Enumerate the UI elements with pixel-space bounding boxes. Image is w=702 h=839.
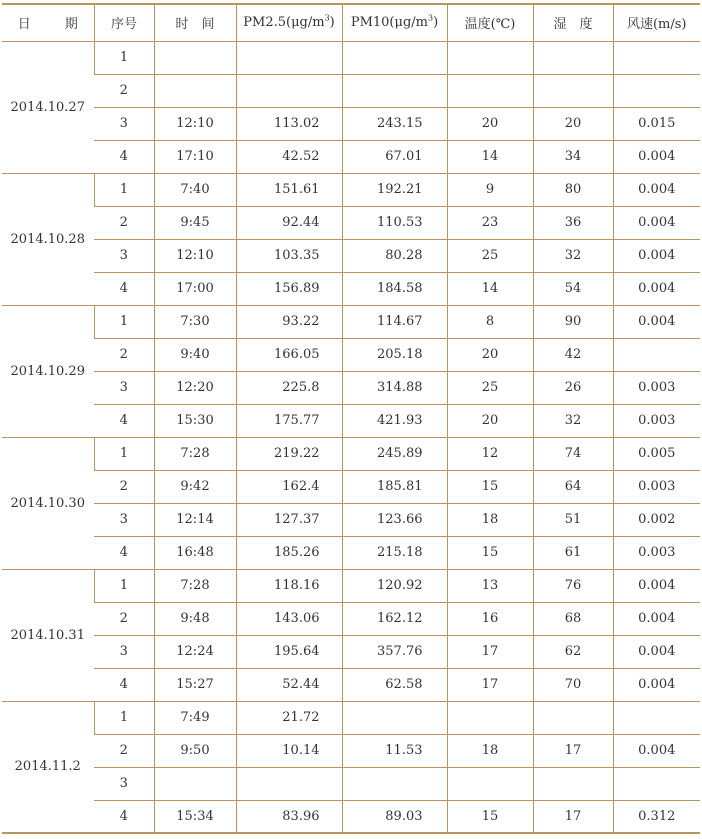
humidity-cell: 17 xyxy=(533,734,613,767)
header-pm10 xyxy=(342,4,447,41)
pm10-cell: 62.58 xyxy=(342,668,447,701)
seq-cell: 2 xyxy=(94,206,154,239)
air-quality-table xyxy=(2,3,700,834)
seq-cell: 3 xyxy=(94,503,154,536)
table-row xyxy=(2,173,700,206)
humidity-cell xyxy=(533,701,613,734)
wind-speed-cell: 0.004 xyxy=(613,140,700,173)
wind-speed-cell: 0.004 xyxy=(613,668,700,701)
pm25-cell: 156.89 xyxy=(236,272,342,305)
humidity-cell: 36 xyxy=(533,206,613,239)
header-wind-speed: 风速(m/s) xyxy=(613,4,700,41)
table-row xyxy=(2,107,700,140)
header-humidity: 湿 度 xyxy=(533,4,613,41)
time-cell: 7:40 xyxy=(154,173,236,206)
time-cell: 9:50 xyxy=(154,734,236,767)
pm10-cell: 162.12 xyxy=(342,602,447,635)
seq-cell: 4 xyxy=(94,404,154,437)
time-cell: 12:24 xyxy=(154,635,236,668)
seq-cell: 4 xyxy=(94,140,154,173)
temperature-cell: 13 xyxy=(447,569,533,602)
pm10-cell: 185.81 xyxy=(342,470,447,503)
table-row xyxy=(2,272,700,305)
pm10-cell: 11.53 xyxy=(342,734,447,767)
seq-cell: 3 xyxy=(94,239,154,272)
pm10-cell: 114.67 xyxy=(342,305,447,338)
seq-cell: 1 xyxy=(94,305,154,338)
seq-cell: 1 xyxy=(94,437,154,470)
table-row xyxy=(2,602,700,635)
pm25-cell: 143.06 xyxy=(236,602,342,635)
wind-speed-cell: 0.004 xyxy=(613,173,700,206)
seq-cell: 2 xyxy=(94,74,154,107)
temperature-cell xyxy=(447,767,533,800)
pm10-cell: 123.66 xyxy=(342,503,447,536)
pm25-cell: 93.22 xyxy=(236,305,342,338)
temperature-cell: 15 xyxy=(447,800,533,833)
pm10-cell: 421.93 xyxy=(342,404,447,437)
time-cell: 7:30 xyxy=(154,305,236,338)
wind-speed-cell: 0.003 xyxy=(613,536,700,569)
header-pm10-text: PM10(μg/m xyxy=(350,15,428,31)
time-cell: 9:48 xyxy=(154,602,236,635)
seq-cell: 2 xyxy=(94,470,154,503)
seq-cell: 3 xyxy=(94,767,154,800)
seq-cell: 4 xyxy=(94,536,154,569)
humidity-cell xyxy=(533,767,613,800)
humidity-cell: 76 xyxy=(533,569,613,602)
temperature-cell: 12 xyxy=(447,437,533,470)
time-cell: 9:42 xyxy=(154,470,236,503)
pm10-cell: 192.21 xyxy=(342,173,447,206)
pm10-cell xyxy=(342,767,447,800)
humidity-cell: 62 xyxy=(533,635,613,668)
pm10-cell: 215.18 xyxy=(342,536,447,569)
time-cell: 9:45 xyxy=(154,206,236,239)
pm10-cell xyxy=(342,74,447,107)
time-cell: 12:14 xyxy=(154,503,236,536)
table-row xyxy=(2,239,700,272)
humidity-cell: 32 xyxy=(533,404,613,437)
header-date-char-1: 日 xyxy=(17,17,31,33)
temperature-cell: 18 xyxy=(447,503,533,536)
pm25-cell: 175.77 xyxy=(236,404,342,437)
pm25-cell: 195.64 xyxy=(236,635,342,668)
wind-speed-cell: 0.004 xyxy=(613,272,700,305)
temperature-cell: 20 xyxy=(447,338,533,371)
temperature-cell: 20 xyxy=(447,404,533,437)
wind-speed-cell xyxy=(613,701,700,734)
pm25-cell xyxy=(236,74,342,107)
seq-cell: 1 xyxy=(94,569,154,602)
seq-cell: 2 xyxy=(94,734,154,767)
temperature-cell: 18 xyxy=(447,734,533,767)
wind-speed-cell: 0.312 xyxy=(613,800,700,833)
pm25-cell xyxy=(236,767,342,800)
wind-speed-cell: 0.004 xyxy=(613,239,700,272)
pm10-cell xyxy=(342,701,447,734)
table-row xyxy=(2,503,700,536)
pm25-cell: 118.16 xyxy=(236,569,342,602)
temperature-cell: 20 xyxy=(447,107,533,140)
table-row xyxy=(2,767,700,800)
pm25-cell: 103.35 xyxy=(236,239,342,272)
pm25-cell: 225.8 xyxy=(236,371,342,404)
humidity-cell: 68 xyxy=(533,602,613,635)
pm10-cell: 184.58 xyxy=(342,272,447,305)
seq-cell: 4 xyxy=(94,272,154,305)
time-cell: 15:34 xyxy=(154,800,236,833)
wind-speed-cell: 0.003 xyxy=(613,470,700,503)
time-cell xyxy=(154,74,236,107)
pm25-cell: 185.26 xyxy=(236,536,342,569)
date-cell: 2014.10.27 xyxy=(2,41,94,173)
pm25-cell: 10.14 xyxy=(236,734,342,767)
time-cell: 7:28 xyxy=(154,437,236,470)
seq-cell: 3 xyxy=(94,635,154,668)
pm10-cell: 89.03 xyxy=(342,800,447,833)
header-seq: 序号 xyxy=(94,4,154,41)
wind-speed-cell: 0.002 xyxy=(613,503,700,536)
temperature-cell: 15 xyxy=(447,470,533,503)
time-cell: 12:20 xyxy=(154,371,236,404)
table-row xyxy=(2,470,700,503)
header-pm10-close: ) xyxy=(433,15,439,31)
header-pm10-superscript: 3 xyxy=(427,13,434,23)
humidity-cell: 34 xyxy=(533,140,613,173)
humidity-cell: 32 xyxy=(533,239,613,272)
table-row xyxy=(2,404,700,437)
table-row xyxy=(2,305,700,338)
date-cell: 2014.10.31 xyxy=(2,569,94,701)
pm10-cell: 205.18 xyxy=(342,338,447,371)
table-row xyxy=(2,74,700,107)
wind-speed-cell: 0.004 xyxy=(613,206,700,239)
wind-speed-cell xyxy=(613,74,700,107)
temperature-cell: 17 xyxy=(447,668,533,701)
time-cell: 12:10 xyxy=(154,239,236,272)
header-row xyxy=(2,4,700,41)
temperature-cell: 25 xyxy=(447,239,533,272)
pm10-cell: 314.88 xyxy=(342,371,447,404)
pm25-cell: 219.22 xyxy=(236,437,342,470)
table-row xyxy=(2,371,700,404)
humidity-cell xyxy=(533,74,613,107)
seq-cell: 4 xyxy=(94,668,154,701)
wind-speed-cell: 0.004 xyxy=(613,734,700,767)
pm10-cell xyxy=(342,41,447,74)
humidity-cell: 42 xyxy=(533,338,613,371)
wind-speed-cell xyxy=(613,41,700,74)
humidity-cell: 17 xyxy=(533,800,613,833)
pm25-cell: 42.52 xyxy=(236,140,342,173)
table-row xyxy=(2,140,700,173)
humidity-cell: 20 xyxy=(533,107,613,140)
time-cell: 15:27 xyxy=(154,668,236,701)
table-row xyxy=(2,800,700,833)
pm10-cell: 67.01 xyxy=(342,140,447,173)
seq-cell: 2 xyxy=(94,338,154,371)
temperature-cell xyxy=(447,41,533,74)
temperature-cell: 14 xyxy=(447,140,533,173)
pm25-cell xyxy=(236,41,342,74)
pm10-cell: 80.28 xyxy=(342,239,447,272)
table-row xyxy=(2,536,700,569)
temperature-cell: 14 xyxy=(447,272,533,305)
temperature-cell xyxy=(447,701,533,734)
table-row xyxy=(2,734,700,767)
pm25-cell: 166.05 xyxy=(236,338,342,371)
humidity-cell: 80 xyxy=(533,173,613,206)
header-temperature: 温度(℃) xyxy=(447,4,533,41)
pm10-cell: 120.92 xyxy=(342,569,447,602)
header-time: 时 间 xyxy=(154,4,236,41)
temperature-cell xyxy=(447,74,533,107)
time-cell: 17:00 xyxy=(154,272,236,305)
pm25-cell: 83.96 xyxy=(236,800,342,833)
table-row xyxy=(2,635,700,668)
date-cell: 2014.10.30 xyxy=(2,437,94,569)
humidity-cell: 51 xyxy=(533,503,613,536)
temperature-cell: 15 xyxy=(447,536,533,569)
table-row xyxy=(2,338,700,371)
pm10-cell: 243.15 xyxy=(342,107,447,140)
table-body xyxy=(2,41,700,833)
wind-speed-cell: 0.004 xyxy=(613,305,700,338)
wind-speed-cell: 0.003 xyxy=(613,404,700,437)
humidity-cell: 54 xyxy=(533,272,613,305)
header-pm25 xyxy=(236,4,342,41)
date-cell: 2014.10.29 xyxy=(2,305,94,437)
seq-cell: 3 xyxy=(94,371,154,404)
humidity-cell: 90 xyxy=(533,305,613,338)
seq-cell: 3 xyxy=(94,107,154,140)
time-cell: 9:40 xyxy=(154,338,236,371)
humidity-cell: 61 xyxy=(533,536,613,569)
time-cell: 12:10 xyxy=(154,107,236,140)
wind-speed-cell: 0.015 xyxy=(613,107,700,140)
header-pm25-text: PM2.5(μg/m xyxy=(243,15,325,31)
humidity-cell: 70 xyxy=(533,668,613,701)
pm25-cell: 127.37 xyxy=(236,503,342,536)
wind-speed-cell: 0.004 xyxy=(613,569,700,602)
time-cell: 16:48 xyxy=(154,536,236,569)
table-row xyxy=(2,41,700,74)
humidity-cell xyxy=(533,41,613,74)
header-date-char-2: 期 xyxy=(64,17,78,33)
pm25-cell: 151.61 xyxy=(236,173,342,206)
pm25-cell: 52.44 xyxy=(236,668,342,701)
pm25-cell: 113.02 xyxy=(236,107,342,140)
temperature-cell: 16 xyxy=(447,602,533,635)
temperature-cell: 9 xyxy=(447,173,533,206)
pm10-cell: 110.53 xyxy=(342,206,447,239)
wind-speed-cell: 0.004 xyxy=(613,602,700,635)
date-cell: 2014.10.28 xyxy=(2,173,94,305)
time-cell: 7:28 xyxy=(154,569,236,602)
table-row xyxy=(2,569,700,602)
wind-speed-cell xyxy=(613,767,700,800)
seq-cell: 1 xyxy=(94,173,154,206)
header-pm25-superscript: 3 xyxy=(324,13,330,23)
temperature-cell: 25 xyxy=(447,371,533,404)
time-cell: 7:49 xyxy=(154,701,236,734)
seq-cell: 1 xyxy=(94,41,154,74)
temperature-cell: 23 xyxy=(447,206,533,239)
pm25-cell: 162.4 xyxy=(236,470,342,503)
time-cell xyxy=(154,767,236,800)
header-date xyxy=(2,4,94,41)
table-row xyxy=(2,668,700,701)
pm10-cell: 357.76 xyxy=(342,635,447,668)
table-row xyxy=(2,701,700,734)
humidity-cell: 74 xyxy=(533,437,613,470)
wind-speed-cell: 0.003 xyxy=(613,371,700,404)
temperature-cell: 8 xyxy=(447,305,533,338)
time-cell: 17:10 xyxy=(154,140,236,173)
date-cell: 2014.11.2 xyxy=(2,701,94,833)
table-row xyxy=(2,437,700,470)
seq-cell: 4 xyxy=(94,800,154,833)
time-cell: 15:30 xyxy=(154,404,236,437)
wind-speed-cell: 0.005 xyxy=(613,437,700,470)
wind-speed-cell: 0.004 xyxy=(613,635,700,668)
seq-cell: 1 xyxy=(94,701,154,734)
wind-speed-cell xyxy=(613,338,700,371)
header-pm25-close: ) xyxy=(329,15,335,31)
pm25-cell: 21.72 xyxy=(236,701,342,734)
table-row xyxy=(2,206,700,239)
humidity-cell: 64 xyxy=(533,470,613,503)
time-cell xyxy=(154,41,236,74)
humidity-cell: 26 xyxy=(533,371,613,404)
seq-cell: 2 xyxy=(94,602,154,635)
pm25-cell: 92.44 xyxy=(236,206,342,239)
temperature-cell: 17 xyxy=(447,635,533,668)
pm10-cell: 245.89 xyxy=(342,437,447,470)
